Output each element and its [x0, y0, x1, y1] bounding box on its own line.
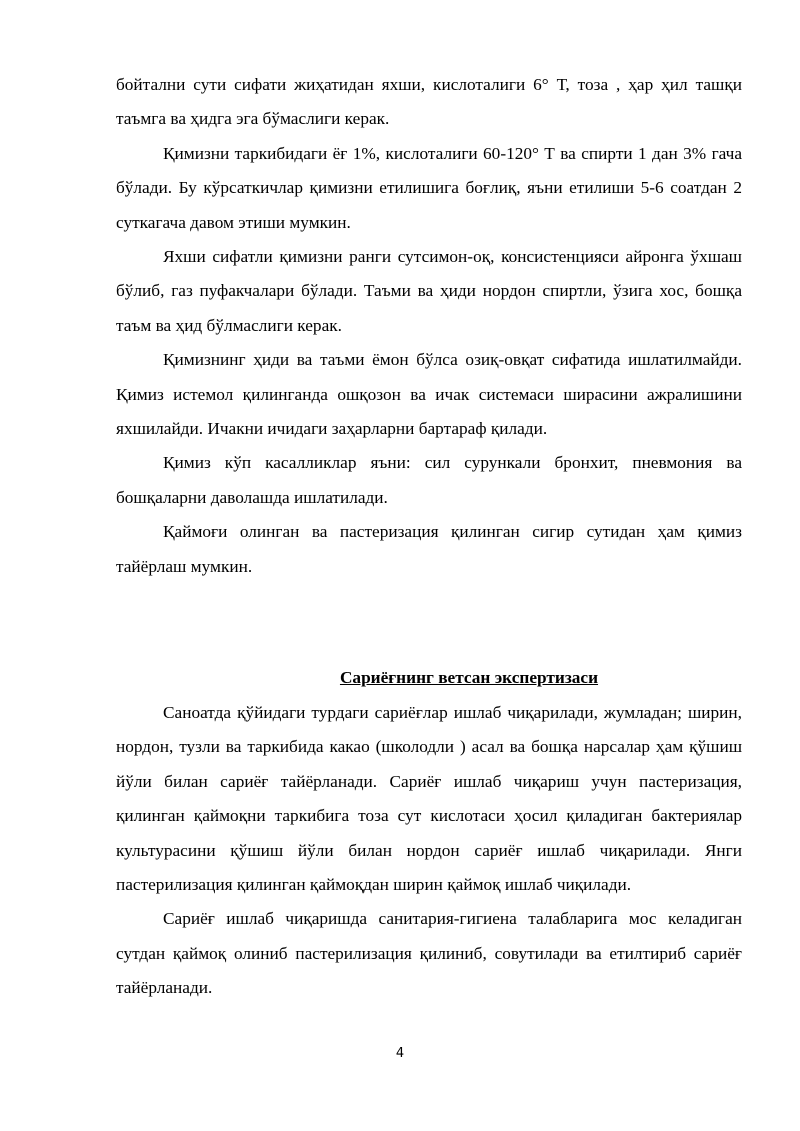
paragraph-continuation: бойтални сути сифати жиҳатидан яхши, кислоталиги 6° Т, тоза , ҳар ҳил ташқи таъмга ва ҳидга эга бўмаслиги керак. [116, 75, 742, 129]
body-text-top [116, 68, 742, 584]
paragraph-kumis-smell: Қимизнинг ҳиди ва таъми ёмон бўлса озиқ-овқат сифатида ишлатилмайди. Қимиз истемол қилинганда ошқозон ва ичак системаси ширасини ажралишини яхшилайди. Ичакни ичидаги заҳарларни бартараф қилади. [116, 350, 742, 439]
paragraph-kumis-treatment: Қимиз кўп касалликлар яъни: сил сурункали бронхит, пневмония ва бошқаларни даволашда ишлатилади. [116, 453, 742, 507]
page-number: 4 [395, 1046, 405, 1061]
paragraph-kumis-quality: Яхши сифатли қимизни ранги сутсимон-оқ, консистенцияси айронга ўхшаш бўлиб, газ пуфакчалари бўлади. Таъми ва ҳиди нордон спиртли, ўзига хос, бошқа таъм ва ҳид бўлмаслиги керак. [116, 247, 742, 335]
paragraph-kumis-composition: Қимизни таркибидаги ёғ 1%, кислоталиги 60-120° Т ва спирти 1 дан 3% гача бўлади. Бу кўрсаткичлар қимизни етилишига боғлиқ, яъни етилиши 5-6 соатдан 2 суткагача давом этиши мумкин. [116, 143, 742, 232]
paragraph-kumis-cow-milk: Қаймоғи олинган ва пастеризация қилинган сигир сутидан ҳам қимиз тайёрлаш мумкин. [116, 522, 742, 576]
body-text-bottom [116, 696, 742, 1006]
paragraph-butter-types: Саноатда қўйидаги турдаги сариёғлар ишлаб чиқарилади, жумладан; ширин, нордон, тузли ва таркибида какао (школодли ) асал ва бошқа нарсалар ҳам қўшиш йўли билан сариёғ тайёрланади. Сариёғ ишлаб чиқариш учун пастеризация, қилинган қаймоқни таркибига тоза сут кислотаси ҳосил қиладиган бактериялар культурасини қўшиш йўли билан нордон сариёғ ишлаб чиқарилади. Янги пастерилизация қилинган қаймоқдан ширин қаймоқ ишлаб чиқилади. [116, 703, 742, 895]
paragraph-butter-production: Сариёғ ишлаб чиқаришда санитария-гигиена талабларига мос келадиган сутдан қаймоқ олиниб пастерилизация қилиниб, совутилади ва етилтириб сариёғ тайёрланади. [116, 909, 742, 998]
section-heading: Сариёғнинг ветсан экспертизаси [339, 668, 599, 687]
